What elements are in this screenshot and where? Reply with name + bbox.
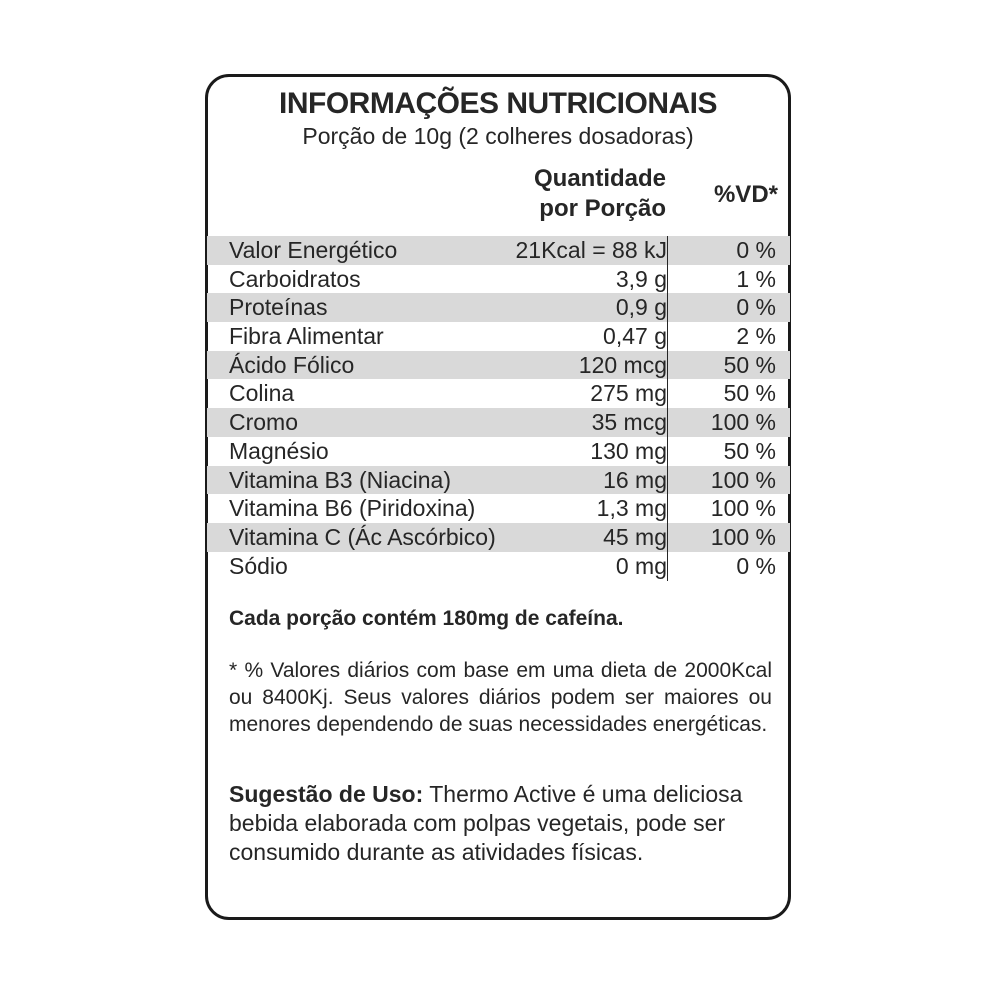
nutrient-amount: 1,3 mg — [596, 495, 667, 522]
nutrient-vd: 50 % — [723, 437, 776, 464]
nutrient-vd: 100 % — [710, 409, 776, 436]
nutrient-amount: 120 mcg — [578, 351, 667, 378]
nutrient-name: Magnésio — [229, 437, 329, 464]
serving-size: Porção de 10g (2 colheres dosadoras) — [302, 123, 694, 149]
table-row — [207, 437, 790, 466]
nutrient-vd: 0 % — [736, 552, 776, 579]
nutrient-name: Vitamina C (Ác Ascórbico) — [229, 523, 496, 550]
nutrient-amount: 3,9 g — [615, 265, 667, 292]
nutrient-amount: 16 mg — [603, 466, 667, 493]
column-header-vd: %VD* — [713, 181, 778, 208]
nutrient-amount: 35 mcg — [591, 409, 667, 436]
nutrient-amount: 0,47 g — [603, 323, 667, 350]
nutrient-name: Sódio — [229, 552, 288, 579]
usage-suggestion — [229, 780, 772, 867]
table-row — [207, 293, 790, 322]
caffeine-note: Cada porção contém 180mg de cafeína. — [229, 607, 624, 630]
nutrient-name: Vitamina B3 (Niacina) — [229, 466, 452, 493]
column-header-quantity-line1: Quantidade — [533, 165, 666, 192]
nutrient-vd: 2 % — [736, 323, 776, 350]
table-row — [207, 408, 790, 437]
nutrient-amount: 0 mg — [615, 552, 667, 579]
nutrient-name: Proteínas — [229, 294, 328, 321]
usage-text: Thermo Active é uma deliciosa bebida elaborada com polpas vegetais, pode ser consumido durante as atividades físicas. — [229, 781, 743, 865]
nutrient-vd: 1 % — [736, 265, 776, 292]
nutrient-vd: 50 % — [723, 351, 776, 378]
nutrient-name: Carboidratos — [229, 265, 361, 292]
column-divider — [667, 236, 668, 581]
nutrient-name: Fibra Alimentar — [229, 323, 384, 350]
nutrient-amount: 275 mg — [590, 380, 667, 407]
table-row — [207, 322, 790, 351]
nutrient-vd: 100 % — [710, 495, 776, 522]
daily-values-footnote: * % Valores diários com base em uma dieta de 2000Kcal ou 8400Kj. Seus valores diários podem ser maiores ou menores dependendo de suas necessidades energéticas. — [229, 659, 772, 736]
nutrient-vd: 100 % — [710, 466, 776, 493]
nutrient-amount: 21Kcal = 88 kJ — [515, 237, 667, 263]
usage-label: Sugestão de Uso: — [229, 781, 424, 807]
nutrient-vd: 50 % — [723, 380, 776, 407]
table-row — [207, 494, 790, 523]
table-row — [207, 552, 790, 581]
nutrient-vd: 0 % — [736, 237, 776, 263]
nutrient-name: Valor Energético — [229, 237, 398, 263]
nutrient-amount: 130 mg — [590, 437, 667, 464]
column-header-quantity-line2: por Porção — [539, 195, 666, 222]
nutrient-table — [207, 236, 790, 580]
table-row — [207, 351, 790, 380]
nutrient-name: Ácido Fólico — [229, 351, 355, 378]
table-row — [207, 466, 790, 495]
label-title: INFORMAÇÕES NUTRICIONAIS — [279, 87, 717, 120]
table-row — [207, 265, 790, 294]
nutrient-name: Cromo — [229, 409, 299, 436]
nutrient-amount: 0,9 g — [615, 294, 667, 321]
nutrient-vd: 0 % — [736, 294, 776, 321]
table-row — [207, 379, 790, 408]
table-row — [207, 236, 790, 265]
nutrient-amount: 45 mg — [603, 523, 667, 550]
table-row — [207, 523, 790, 552]
nutrient-vd: 100 % — [710, 523, 776, 550]
column-header-quantity — [460, 164, 666, 224]
nutrient-name: Colina — [229, 380, 295, 407]
nutrient-name: Vitamina B6 (Piridoxina) — [229, 495, 476, 522]
